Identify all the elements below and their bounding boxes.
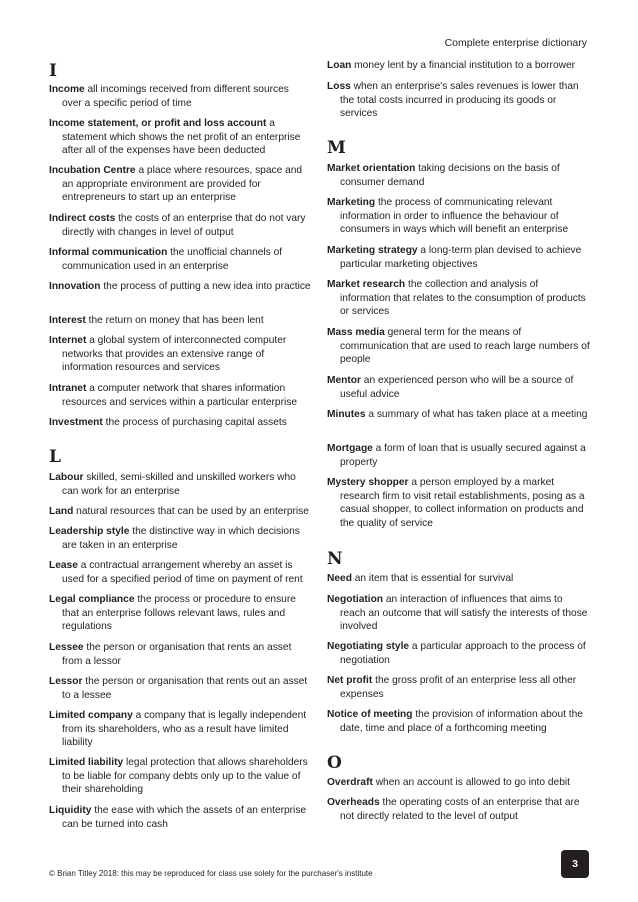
entry-term: Labour [49,472,84,483]
entry-term: Mortgage [327,443,373,454]
entry-term: Mentor [327,375,361,386]
entry-definition: an item that is essential for survival [351,573,514,584]
copyright-footer: © Brian Titley 2018: this may be reproduced for class use solely for the purchaser's institute [49,869,373,878]
entry-term: Market research [327,279,406,290]
glossary-entry [49,280,311,294]
entry-term: Mystery shopper [327,477,409,488]
glossary-entry [327,442,590,469]
entry-definition: an experienced person who will be a source of useful advice [340,375,574,400]
entry-term: Loss [327,81,351,92]
entry-definition: a contractual arrangement whereby an asset is used for a specified period of time on payment of rent [62,560,303,585]
glossary-entry [327,196,590,237]
running-head: Complete enterprise dictionary [444,37,587,49]
entry-term: Need [327,573,352,584]
glossary-entry [49,675,311,702]
entry-term: Lessee [49,642,84,653]
glossary-entry [49,334,311,375]
entry-term: Loan [327,60,352,71]
entry-definition: the person or organisation that rents an asset from a lessor [62,642,292,667]
entry-term: Market orientation [327,163,416,174]
entry-definition: legal protection that allows shareholders to be liable for company debts only up to the value of their shareholding [62,757,308,796]
entry-definition: the process of putting a new idea into practice [100,281,311,292]
entry-term: Innovation [49,281,101,292]
entry-term: Lessor [49,676,83,687]
entry-term: Interest [49,315,86,326]
entry-term: Income statement, or profit and loss account [49,118,267,129]
glossary-entry [327,162,590,189]
entry-definition: the ease with which the assets of an enterprise can be turned into cash [62,805,307,830]
glossary-entry [327,374,590,401]
entry-definition: a global system of interconnected computer networks that provides an extensive range of information resources and services [62,335,287,374]
entry-term: Income [49,84,85,95]
entry-term: Legal compliance [49,594,135,605]
entry-definition: a company that is legally independent from its shareholders, who as a result have limited liability [62,710,307,749]
entry-definition: a computer network that shares information resources and services within a particular enterprise [62,383,297,408]
section-letter-m: M [327,138,346,158]
entry-definition: the collection and analysis of information that relates to the consumption of products or services [340,279,586,318]
entry-definition: the operating costs of an enterprise that are not directly related to the level of output [340,797,580,822]
glossary-entry [49,709,311,750]
section-letter-i: I [49,61,57,81]
entry-definition: the process or procedure to ensure that an enterprise follows relevant laws, rules and regulations [62,594,296,633]
entry-definition: a place where resources, space and an appropriate environment are provided for entrepreneurs to start up an enterprise [62,165,303,204]
glossary-entry [327,796,590,823]
glossary-entry [49,382,311,409]
glossary-entry [49,246,311,273]
entry-term: Mass media [327,327,385,338]
entry-term: Marketing strategy [327,245,418,256]
entry-term: Informal communication [49,247,168,258]
entry-term: Land [49,506,74,517]
glossary-entry [49,83,311,110]
entry-definition: when an enterprise's sales revenues is lower than the total costs incurred in producing its goods or services [340,81,579,120]
glossary-entry [327,80,590,121]
entry-term: Leadership style [49,526,130,537]
entry-definition: the process of purchasing capital assets [102,417,287,428]
entry-definition: the distinctive way in which decisions are taken in an enterprise [62,526,300,551]
section-letter-l: L [49,447,61,467]
glossary-entry [49,756,311,797]
glossary-entry [327,408,590,422]
entry-definition: the costs of an enterprise that do not vary directly with changes in level of output [62,213,306,238]
entry-term: Negotiation [327,594,384,605]
entry-term: Minutes [327,409,366,420]
entry-term: Investment [49,417,103,428]
entry-definition: the gross profit of an enterprise less all other expenses [340,675,577,700]
entry-definition: natural resources that can be used by an enterprise [73,506,309,517]
glossary-entry [49,212,311,239]
glossary-entry [327,708,590,735]
glossary-entry [49,559,311,586]
entry-term: Lease [49,560,78,571]
glossary-entry [327,593,590,634]
entry-definition: the person or organisation that rents out an asset to a lessee [62,676,308,701]
entry-definition: general term for the means of communication that are used to reach large numbers of people [340,327,590,366]
entry-definition: skilled, semi-skilled and unskilled workers who can work for an enterprise [62,472,296,497]
entry-definition: an interaction of influences that aims to reach an outcome that will satisfy the interests of those involved [340,594,588,633]
entry-definition: the process of communicating relevant information in order to influence the behaviour of consumers in ways which will benefit an enterprise [340,197,569,236]
glossary-entry [49,164,311,205]
glossary-entry [327,244,590,271]
glossary-entry [49,117,311,158]
entry-term: Negotiating style [327,641,410,652]
glossary-entry [49,314,311,328]
entry-definition: taking decisions on the basis of consumer demand [340,163,560,188]
glossary-entry [49,416,311,430]
entry-term: Limited company [49,710,133,721]
entry-term: Overheads [327,797,380,808]
glossary-entry [49,593,311,634]
entry-term: Notice of meeting [327,709,413,720]
entry-definition: the unofficial channels of communication used in an enterprise [62,247,283,272]
entry-term: Net profit [327,675,373,686]
entry-definition: a summary of what has taken place at a meeting [365,409,588,420]
entry-term: Overdraft [327,777,373,788]
entry-term: Indirect costs [49,213,116,224]
section-letter-n: N [327,549,343,569]
entry-definition: the return on money that has been lent [85,315,264,326]
entry-definition: when an account is allowed to go into debit [372,777,570,788]
glossary-entry [49,804,311,831]
entry-definition: a particular approach to the process of negotiation [340,641,586,666]
entry-term: Incubation Centre [49,165,136,176]
glossary-entry [327,278,590,319]
entry-definition: all incomings received from different sources over a specific period of time [62,84,289,109]
glossary-entry [49,525,311,552]
glossary-entry [327,776,590,790]
glossary-entry [327,326,590,367]
page-number-badge: 3 [561,850,589,878]
glossary-entry [49,641,311,668]
glossary-entry [327,640,590,667]
glossary-entry [327,674,590,701]
glossary-entry [49,505,311,519]
entry-definition: money lent by a financial institution to a borrower [351,60,576,71]
glossary-entry [327,572,590,586]
glossary-entry [327,476,590,531]
glossary-entry [49,471,311,498]
entry-term: Limited liability [49,757,124,768]
section-letter-o: O [327,753,342,773]
entry-definition: a long-term plan devised to achieve particular marketing objectives [340,245,582,270]
entry-term: Intranet [49,383,87,394]
entry-term: Marketing [327,197,376,208]
entry-term: Liquidity [49,805,92,816]
entry-term: Internet [49,335,87,346]
glossary-entry [327,59,590,73]
entry-definition: a form of loan that is usually secured against a property [340,443,586,468]
entry-definition: a person employed by a market research firm to visit retail establishments, posing as a casual shopper, to collect information on products and the quality of service [340,477,585,530]
entry-definition: a statement which shows the net profit of an enterprise after all of the expenses have been deducted [62,118,301,157]
entry-definition: the provision of information about the date, time and place of a forthcoming meeting [340,709,583,734]
